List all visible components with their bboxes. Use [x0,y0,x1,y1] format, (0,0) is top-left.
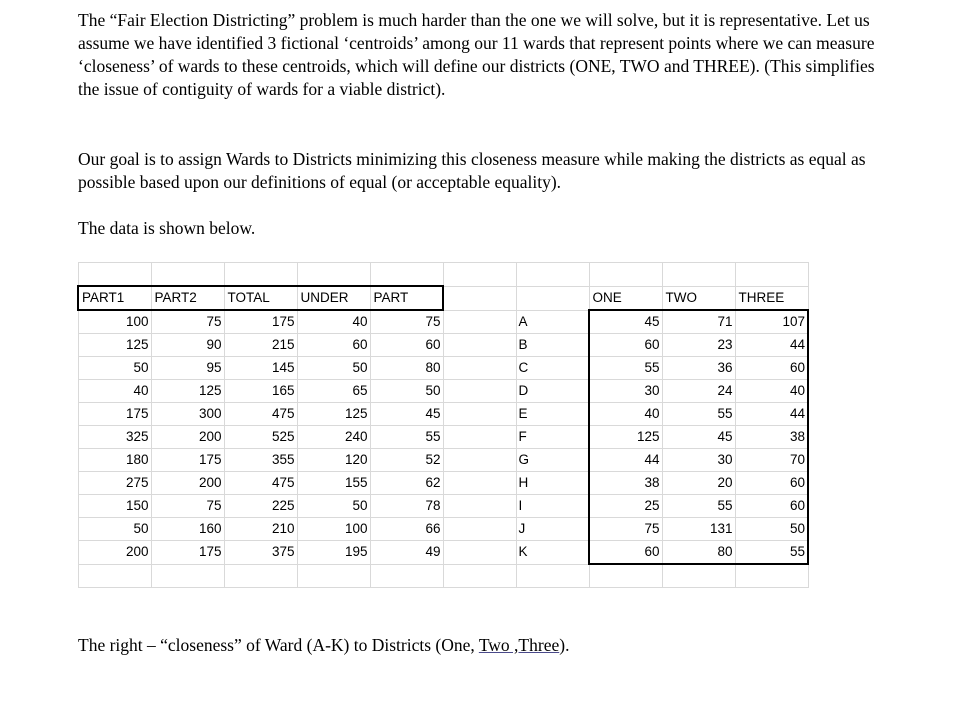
cell-two: 24 [662,380,735,403]
cell-under: 125 [297,403,370,426]
empty-cell [443,310,516,334]
cell-part1: 200 [78,541,151,565]
cell-one: 40 [589,403,662,426]
cell-two: 71 [662,310,735,334]
cell-part2: 125 [151,380,224,403]
goal-paragraph: Our goal is to assign Wards to Districts minimizing this closeness measure while making the districts as equal as possible based upon our definitions of equal (or acceptable equality). [78,149,866,192]
cell-three: 60 [735,472,808,495]
empty-cell [443,334,516,357]
table-row [78,357,808,380]
cell-part1: 180 [78,449,151,472]
cell-under: 40 [297,310,370,334]
empty-cell [443,403,516,426]
cell-under: 240 [297,426,370,449]
header-part2: PART2 [151,286,224,310]
header-total: TOTAL [224,286,297,310]
cell-one: 75 [589,518,662,541]
cell-part1: 150 [78,495,151,518]
closeness-caption [78,634,878,657]
empty-cell [443,541,516,565]
header-row [78,286,808,310]
cell-part1: 50 [78,357,151,380]
cell-part2: 300 [151,403,224,426]
cell-three: 40 [735,380,808,403]
cell-one: 55 [589,357,662,380]
cell-two: 30 [662,449,735,472]
table-row [78,472,808,495]
cell-part: 80 [370,357,443,380]
cell-two: 45 [662,426,735,449]
table-row [78,334,808,357]
table-row [78,495,808,518]
cell-part2: 90 [151,334,224,357]
cell-three: 55 [735,541,808,565]
cell-three: 44 [735,403,808,426]
cell-ward: C [516,357,589,380]
header-two: TWO [662,286,735,310]
cell-part: 60 [370,334,443,357]
cell-two: 131 [662,518,735,541]
cell-part: 49 [370,541,443,565]
empty-cell [443,357,516,380]
cell-one: 60 [589,334,662,357]
caption-end-text: ). [559,635,570,655]
table-row [78,380,808,403]
cell-two: 55 [662,403,735,426]
cell-two: 23 [662,334,735,357]
cell-total: 210 [224,518,297,541]
cell-under: 65 [297,380,370,403]
cell-part: 52 [370,449,443,472]
cell-one: 44 [589,449,662,472]
cell-total: 215 [224,334,297,357]
cell-one: 25 [589,495,662,518]
cell-under: 50 [297,357,370,380]
cell-part: 66 [370,518,443,541]
cell-three: 60 [735,357,808,380]
blank-row [78,263,808,287]
cell-ward: J [516,518,589,541]
cell-two: 20 [662,472,735,495]
table-row [78,310,808,334]
cell-part: 62 [370,472,443,495]
cell-part1: 275 [78,472,151,495]
cell-total: 165 [224,380,297,403]
cell-part2: 160 [151,518,224,541]
cell-ward: A [516,310,589,334]
cell-three: 107 [735,310,808,334]
table-row [78,541,808,565]
cell-ward: K [516,541,589,565]
cell-part: 50 [370,380,443,403]
cell-part1: 40 [78,380,151,403]
cell-under: 60 [297,334,370,357]
cell-one: 60 [589,541,662,565]
cell-part1: 325 [78,426,151,449]
cell-one: 45 [589,310,662,334]
cell-part2: 175 [151,541,224,565]
header-three: THREE [735,286,808,310]
header-one: ONE [589,286,662,310]
cell-three: 70 [735,449,808,472]
cell-three: 50 [735,518,808,541]
empty-cell [443,449,516,472]
cell-ward: F [516,426,589,449]
header-part1: PART1 [78,286,151,310]
cell-part2: 200 [151,472,224,495]
cell-part: 45 [370,403,443,426]
cell-ward: G [516,449,589,472]
table-row [78,426,808,449]
cell-under: 120 [297,449,370,472]
cell-part2: 200 [151,426,224,449]
cell-total: 175 [224,310,297,334]
table-row [78,449,808,472]
blank-row [78,564,808,588]
cell-part1: 125 [78,334,151,357]
table-row [78,403,808,426]
cell-under: 155 [297,472,370,495]
cell-total: 475 [224,403,297,426]
cell-ward: B [516,334,589,357]
cell-total: 225 [224,495,297,518]
cell-part: 75 [370,310,443,334]
cell-three: 60 [735,495,808,518]
cell-under: 195 [297,541,370,565]
cell-total: 525 [224,426,297,449]
cell-ward: D [516,380,589,403]
spreadsheet-table [77,262,809,588]
header-under: UNDER [297,286,370,310]
cell-part2: 95 [151,357,224,380]
cell-part: 55 [370,426,443,449]
cell-total: 375 [224,541,297,565]
cell-under: 50 [297,495,370,518]
cell-total: 145 [224,357,297,380]
cell-total: 355 [224,449,297,472]
cell-two: 55 [662,495,735,518]
cell-two: 36 [662,357,735,380]
cell-part: 78 [370,495,443,518]
table-row [78,518,808,541]
cell-two: 80 [662,541,735,565]
cell-total: 475 [224,472,297,495]
cell-part2: 175 [151,449,224,472]
cell-ward: H [516,472,589,495]
cell-part1: 175 [78,403,151,426]
empty-cell [443,426,516,449]
caption-underlined-text: Two ,Three [478,635,560,655]
empty-cell [443,472,516,495]
cell-under: 100 [297,518,370,541]
intro-paragraph: The “Fair Election Districting” problem is much harder than the one we will solve, but it is representative. Let us assume we have identified 3 fictional ‘centroids’ among our 11 wards that represent points where we can measure ‘closeness’ of wards to these centroids, which will define our districts (ONE, TWO and THREE). (This simplifies the issue of contiguity of wards for a viable district). [78,10,875,99]
cell-one: 38 [589,472,662,495]
data-intro-paragraph: The data is shown below. [78,218,256,238]
cell-part1: 50 [78,518,151,541]
cell-one: 125 [589,426,662,449]
header-part: PART [370,286,443,310]
cell-part1: 100 [78,310,151,334]
cell-one: 30 [589,380,662,403]
empty-cell [443,380,516,403]
caption-text: The right – “closeness” of Ward (A-K) to Districts (One, [78,635,479,655]
cell-part2: 75 [151,495,224,518]
cell-ward: I [516,495,589,518]
cell-part2: 75 [151,310,224,334]
cell-three: 38 [735,426,808,449]
empty-cell [443,518,516,541]
empty-cell [443,495,516,518]
cell-three: 44 [735,334,808,357]
cell-ward: E [516,403,589,426]
